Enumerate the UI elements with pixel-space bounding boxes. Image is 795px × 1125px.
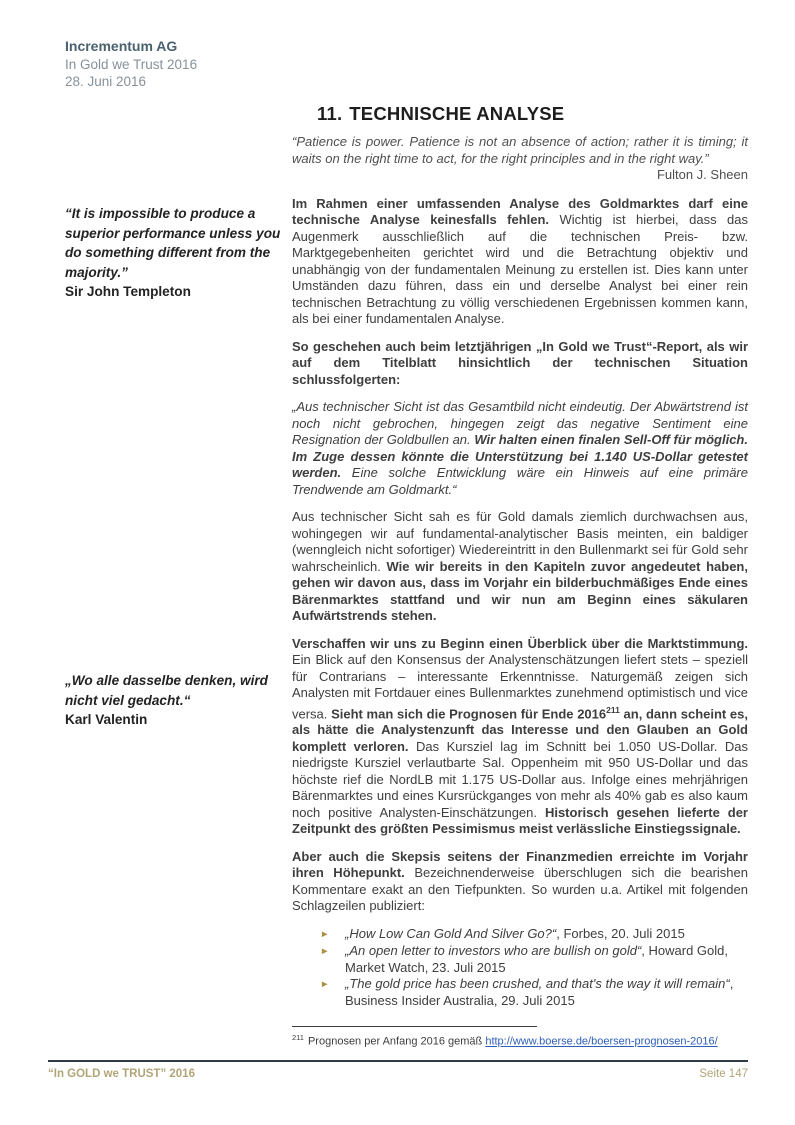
bullet-arrow-icon: ► — [320, 979, 330, 991]
margin-quote-text: „Wo alle dasselbe denken, wird nicht viel gedacht.“ — [65, 673, 268, 708]
list-item-text — [345, 976, 745, 1009]
list-item-text — [345, 926, 745, 944]
headline-title: „How Low Can Gold And Silver Go?“ — [345, 925, 557, 941]
footnote-area — [292, 1026, 748, 1048]
epigraph-attribution: Fulton J. Sheen — [656, 167, 748, 182]
headline-source: , Business Insider Australia, 29. Juli 2015 — [345, 976, 734, 1008]
footnote-text: Prognosen per Anfang 2016 gemäß — [307, 1035, 486, 1048]
margin-quote-author: Karl Valentin — [65, 712, 148, 727]
list-item — [320, 926, 748, 944]
page-number: Seite 147 — [699, 1068, 748, 1080]
margin-quote-author: Sir John Templeton — [65, 284, 191, 299]
chapter-number: 11. — [317, 103, 343, 124]
report-title: In Gold we Trust 2016 — [65, 56, 198, 72]
margin-quote-templeton — [65, 204, 297, 302]
footnote-link[interactable]: http://www.boerse.de/boersen-prognosen-2016/ — [485, 1035, 718, 1048]
body-paragraph: Aus technischer Sicht sah es für Gold damals ziemlich durchwachsen aus, wohingegen wir auf fundamental-analytischer Basis meinten, ein baldiger (wenngleich nicht sofortiger) Wiedereintritt in den Bullenmarkt sei für Gold sehr wahrscheinlich. Wie wir bereits in den Kapiteln zuvor angedeutet haben, gehen wir davon aus, dass im Vorjahr ein bilderbuchmäßiges Ende eines Bärenmarktes stattfand und wir nun am Beginn eines säkularen Aufwärtstrends stehen. — [292, 509, 748, 623]
margin-quote-text: “It is impossible to produce a superior performance unless you do something different from the majority.” — [65, 206, 281, 280]
headline-source: , Forbes, 20. Juli 2015 — [556, 925, 685, 941]
list-item — [320, 976, 748, 1009]
report-date: 28. Juni 2016 — [65, 74, 147, 89]
footer-rule — [48, 1060, 748, 1062]
margin-quote-valentin — [65, 671, 297, 730]
headline-title: „The gold price has been crushed, and that's the way it will remain“ — [345, 976, 730, 992]
footnote — [292, 1033, 748, 1048]
footnote-separator — [292, 1026, 537, 1027]
headline-title: „An open letter to investors who are bullish on gold“ — [345, 943, 642, 959]
body-paragraph: Aber auch die Skepsis seitens der Finanzmedien erreichte im Vorjahr ihren Höhepunkt. Bezeichnenderweise überschlugen sich die bearishen Kommentare exakt an den Tiefpunkten. So wurden u.a. Artikel mit folgenden Schlagzeilen publiziert: — [292, 848, 749, 914]
footnote-number: 211 — [292, 1033, 304, 1042]
footer-brand: “In GOLD we TRUST” 2016 — [48, 1068, 195, 1080]
body-paragraph: Verschaffen wir uns zu Beginn einen Überblick über die Marktstimmung. Ein Blick auf den Konsensus der Analystenschätzungen liefert stets – speziell für Contrarians – interessante Erkenntnisse. Naturgemäß zeigen sich Analysten mit Fortdauer eines Bullenmarktes zunehmend optimistisch und vice versa. Sieht man sich die Prognosen für Ende 2016$^{211}$ an, dann scheint es, als hätte die Analystenzunft das Interesse und den Glauben an Gold komplett verloren. Das Kursziel lag im Schnitt bei 1.050 US-Dollar. Das niedrigste Kursziel verlautbarte Sal. Oppenheim mit 950 US-Dollar und das höchste rief die NordLB mit 1.175 US-Dollar aus. Infolge eines mehrjährigen Bärenmarktes und eines Kursrückganges von mehr als 40% gab es also kaum noch positive Analysten-Einschätzungen. Historisch gesehen lieferte der Zeitpunkt des größten Pessimismus meist verlässliche Einstiegssignale. — [292, 635, 749, 837]
bullet-arrow-icon: ► — [320, 946, 330, 958]
epigraph — [292, 134, 748, 184]
body-paragraph: So geschehen auch beim letztjährigen „In Gold we Trust“-Report, als wir auf dem Titelblatt hinsichtlich der technischen Situation schlussfolgerten: — [292, 338, 748, 387]
headline-list — [292, 926, 748, 1010]
page-footer — [48, 1060, 748, 1080]
chapter-title — [292, 103, 748, 125]
list-item-text — [345, 943, 745, 976]
chapter-title-text: TECHNISCHE ANALYSE — [349, 103, 565, 124]
list-item — [320, 943, 748, 976]
headline-source: , Howard Gold, Market Watch, 23. Juli 2015 — [345, 943, 728, 975]
epigraph-text: “Patience is power. Patience is not an absence of action; rather it is timing; it waits on the right time to act, for the right principles and in the right way.” — [292, 134, 748, 166]
page-header — [65, 38, 197, 91]
bullet-arrow-icon: ► — [320, 928, 330, 940]
main-column — [292, 0, 748, 1009]
body-paragraph: Im Rahmen einer umfassenden Analyse des Goldmarktes darf eine technische Analyse keinesfalls fehlen. Wichtig ist hierbei, dass das Augenmerk ausschließlich auf die technischen Preis- bzw. Marktgegebenheiten gerichtet wird und die Betrachtung objektiv und unabhängig von der fundamentalen Meinung zu erstellen ist. Dies kann unter Umständen dazu führen, dass ein und derselbe Analyst bei einer rein technischen Betrachtung zu völlig verschiedenen Ergebnissen kommen kann, als bei einer fundamentalen Analyse. — [292, 195, 748, 326]
body-paragraph: „Aus technischer Sicht ist das Gesamtbild nicht eindeutig. Der Abwärtstrend ist noch nicht gebrochen, hingegen zeigt das negative Sentiment eine Resignation der Goldbullen an. Wir halten einen finalen Sell-Off für möglich. Im Zuge dessen könnte die Unterstützung bei 1.140 US-Dollar getestet werden. Eine solche Entwicklung wäre ein Hinweis auf eine primäre Trendwende am Goldmarkt.“ — [292, 399, 748, 497]
company-name: Incrementum AG — [65, 38, 178, 54]
footer-row — [48, 1068, 748, 1080]
